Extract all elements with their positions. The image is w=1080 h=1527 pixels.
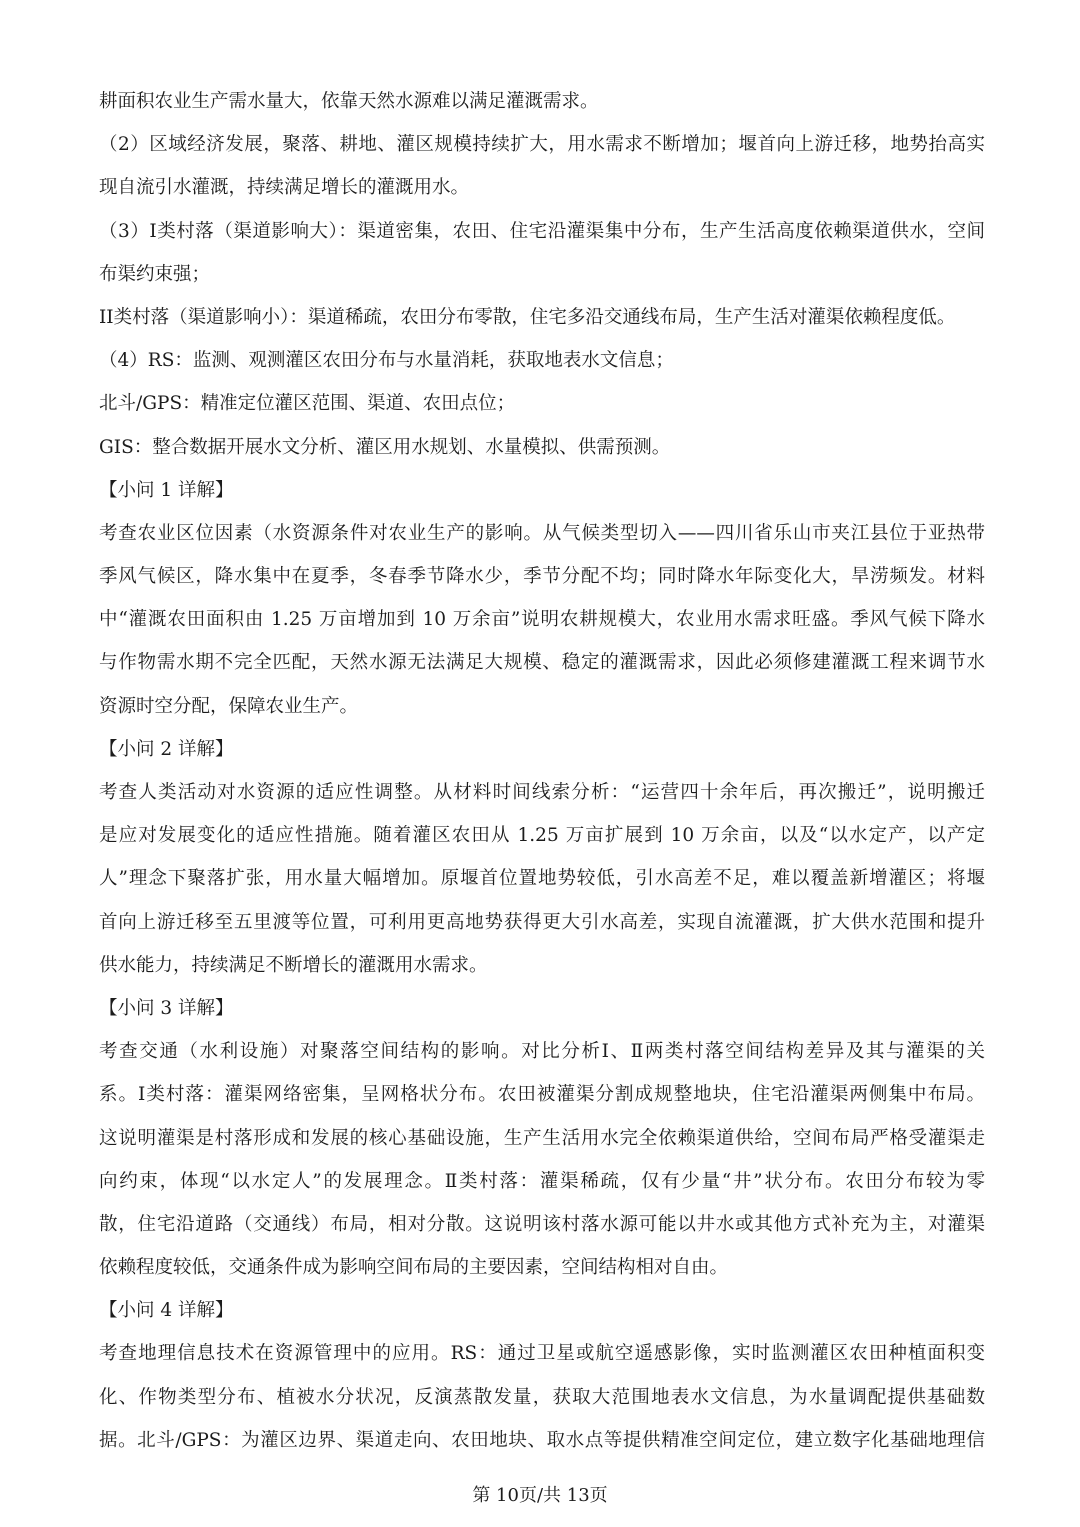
text-line: （4）RS：监测、观测灌区农田分布与水量消耗，获取地表水文信息； bbox=[99, 350, 674, 372]
text-line: 【小问 3 详解】 bbox=[99, 997, 234, 1019]
text-line: 这说明灌渠是村落形成和发展的核心基础设施，生产生活用水完全依赖渠道供给，空间布局严格受灌渠走 bbox=[99, 1127, 985, 1149]
text-line: （3）I类村落（渠道影响大）：渠道密集，农田、住宅沿灌渠集中分布，生产生活高度依赖渠道供水，空间 bbox=[99, 220, 985, 242]
text-line: 北斗/GPS：精准定位灌区范围、渠道、农田点位； bbox=[99, 393, 516, 415]
text-line: 布渠约束强； bbox=[99, 263, 211, 285]
text-line: 供水能力，持续满足不断增长的灌溉用水需求。 bbox=[99, 954, 488, 976]
text-line: 资源时空分配，保障农业生产。 bbox=[99, 695, 359, 717]
text-line: 是应对发展变化的适应性措施。随着灌区农田从 1.25 万亩扩展到 10 万余亩，以及“以水定产，以产定 bbox=[99, 825, 985, 847]
text-line: 向约束，体现“以水定人”的发展理念。Ⅱ类村落：灌渠稀疏，仅有少量“井”状分布。农田分布较为零 bbox=[99, 1170, 985, 1192]
text-line: 考查农业区位因素（水资源条件对农业生产的影响。从气候类型切入——四川省乐山市夹江县位于亚热带 bbox=[99, 522, 985, 544]
text-line: 考查地理信息技术在资源管理中的应用。RS：通过卫星或航空遥感影像，实时监测灌区农田种植面积变 bbox=[99, 1343, 985, 1365]
text-line: 系。Ⅰ类村落：灌渠网络密集，呈网格状分布。农田被灌渠分割成规整地块，住宅沿灌渠两侧集中布局。 bbox=[99, 1084, 985, 1106]
text-line: 考查人类活动对水资源的适应性调整。从材料时间线索分析：“运营四十余年后，再次搬迁”，说明搬迁 bbox=[99, 782, 985, 803]
page-number: 第 10页/共 13页 bbox=[472, 1485, 608, 1506]
text-line: 依赖程度较低，交通条件成为影响空间布局的主要因素，空间结构相对自由。 bbox=[99, 1257, 729, 1279]
text-line: 耕面积农业生产需水量大，依靠天然水源难以满足灌溉需求。 bbox=[99, 91, 599, 112]
text-line: 考查交通（水利设施）对聚落空间结构的影响。对比分析Ⅰ、Ⅱ两类村落空间结构差异及其与灌渠的关 bbox=[99, 1041, 985, 1063]
text-line: 现自流引水灌溉，持续满足增长的灌溉用水。 bbox=[99, 177, 470, 199]
text-line: 散，住宅沿道路（交通线）布局，相对分散。这说明该村落水源可能以井水或其他方式补充为主，对灌渠 bbox=[99, 1213, 985, 1235]
text-line: 【小问 4 详解】 bbox=[99, 1300, 234, 1322]
text-line: 首向上游迁移至五里渡等位置，可利用更高地势获得更大引水高差，实现自流灌溉，扩大供水范围和提升 bbox=[99, 911, 985, 933]
text-line: 化、作物类型分布、植被水分状况，反演蒸散发量，获取大范围地表水文信息，为水量调配提供基础数 bbox=[99, 1386, 985, 1408]
text-line: GIS：整合数据开展水文分析、灌区用水规划、水量模拟、供需预测。 bbox=[99, 436, 671, 458]
document-body bbox=[99, 80, 985, 1462]
text-line: 与作物需水期不完全匹配，天然水源无法满足大规模、稳定的灌溉需求，因此必须修建灌溉工程来调节水 bbox=[99, 652, 985, 674]
text-line: II类村落（渠道影响小）：渠道稀疏，农田分布零散，住宅多沿交通线布局，生产生活对灌渠依赖程度低。 bbox=[99, 306, 956, 328]
text-line: 中“灌溉农田面积由 1.25 万亩增加到 10 万余亩”说明农耕规模大，农业用水需求旺盛。季风气候下降水 bbox=[99, 609, 985, 631]
text-line: 季风气候区，降水集中在夏季，冬春季节降水少，季节分配不均；同时降水年际变化大，旱涝频发。材料 bbox=[99, 566, 985, 588]
text-line: 【小问 1 详解】 bbox=[99, 479, 234, 501]
text-line: 据。北斗/GPS：为灌区边界、渠道走向、农田地块、取水点等提供精准空间定位，建立数字化基础地理信 bbox=[99, 1429, 985, 1451]
text-line: （2）区域经济发展，聚落、耕地、灌区规模持续扩大，用水需求不断增加；堰首向上游迁移，地势抬高实 bbox=[99, 134, 985, 156]
text-line: 【小问 2 详解】 bbox=[99, 738, 234, 760]
text-line: 人”理念下聚落扩张，用水量大幅增加。原堰首位置地势较低，引水高差不足，难以覆盖新增灌区；将堰 bbox=[99, 868, 985, 890]
